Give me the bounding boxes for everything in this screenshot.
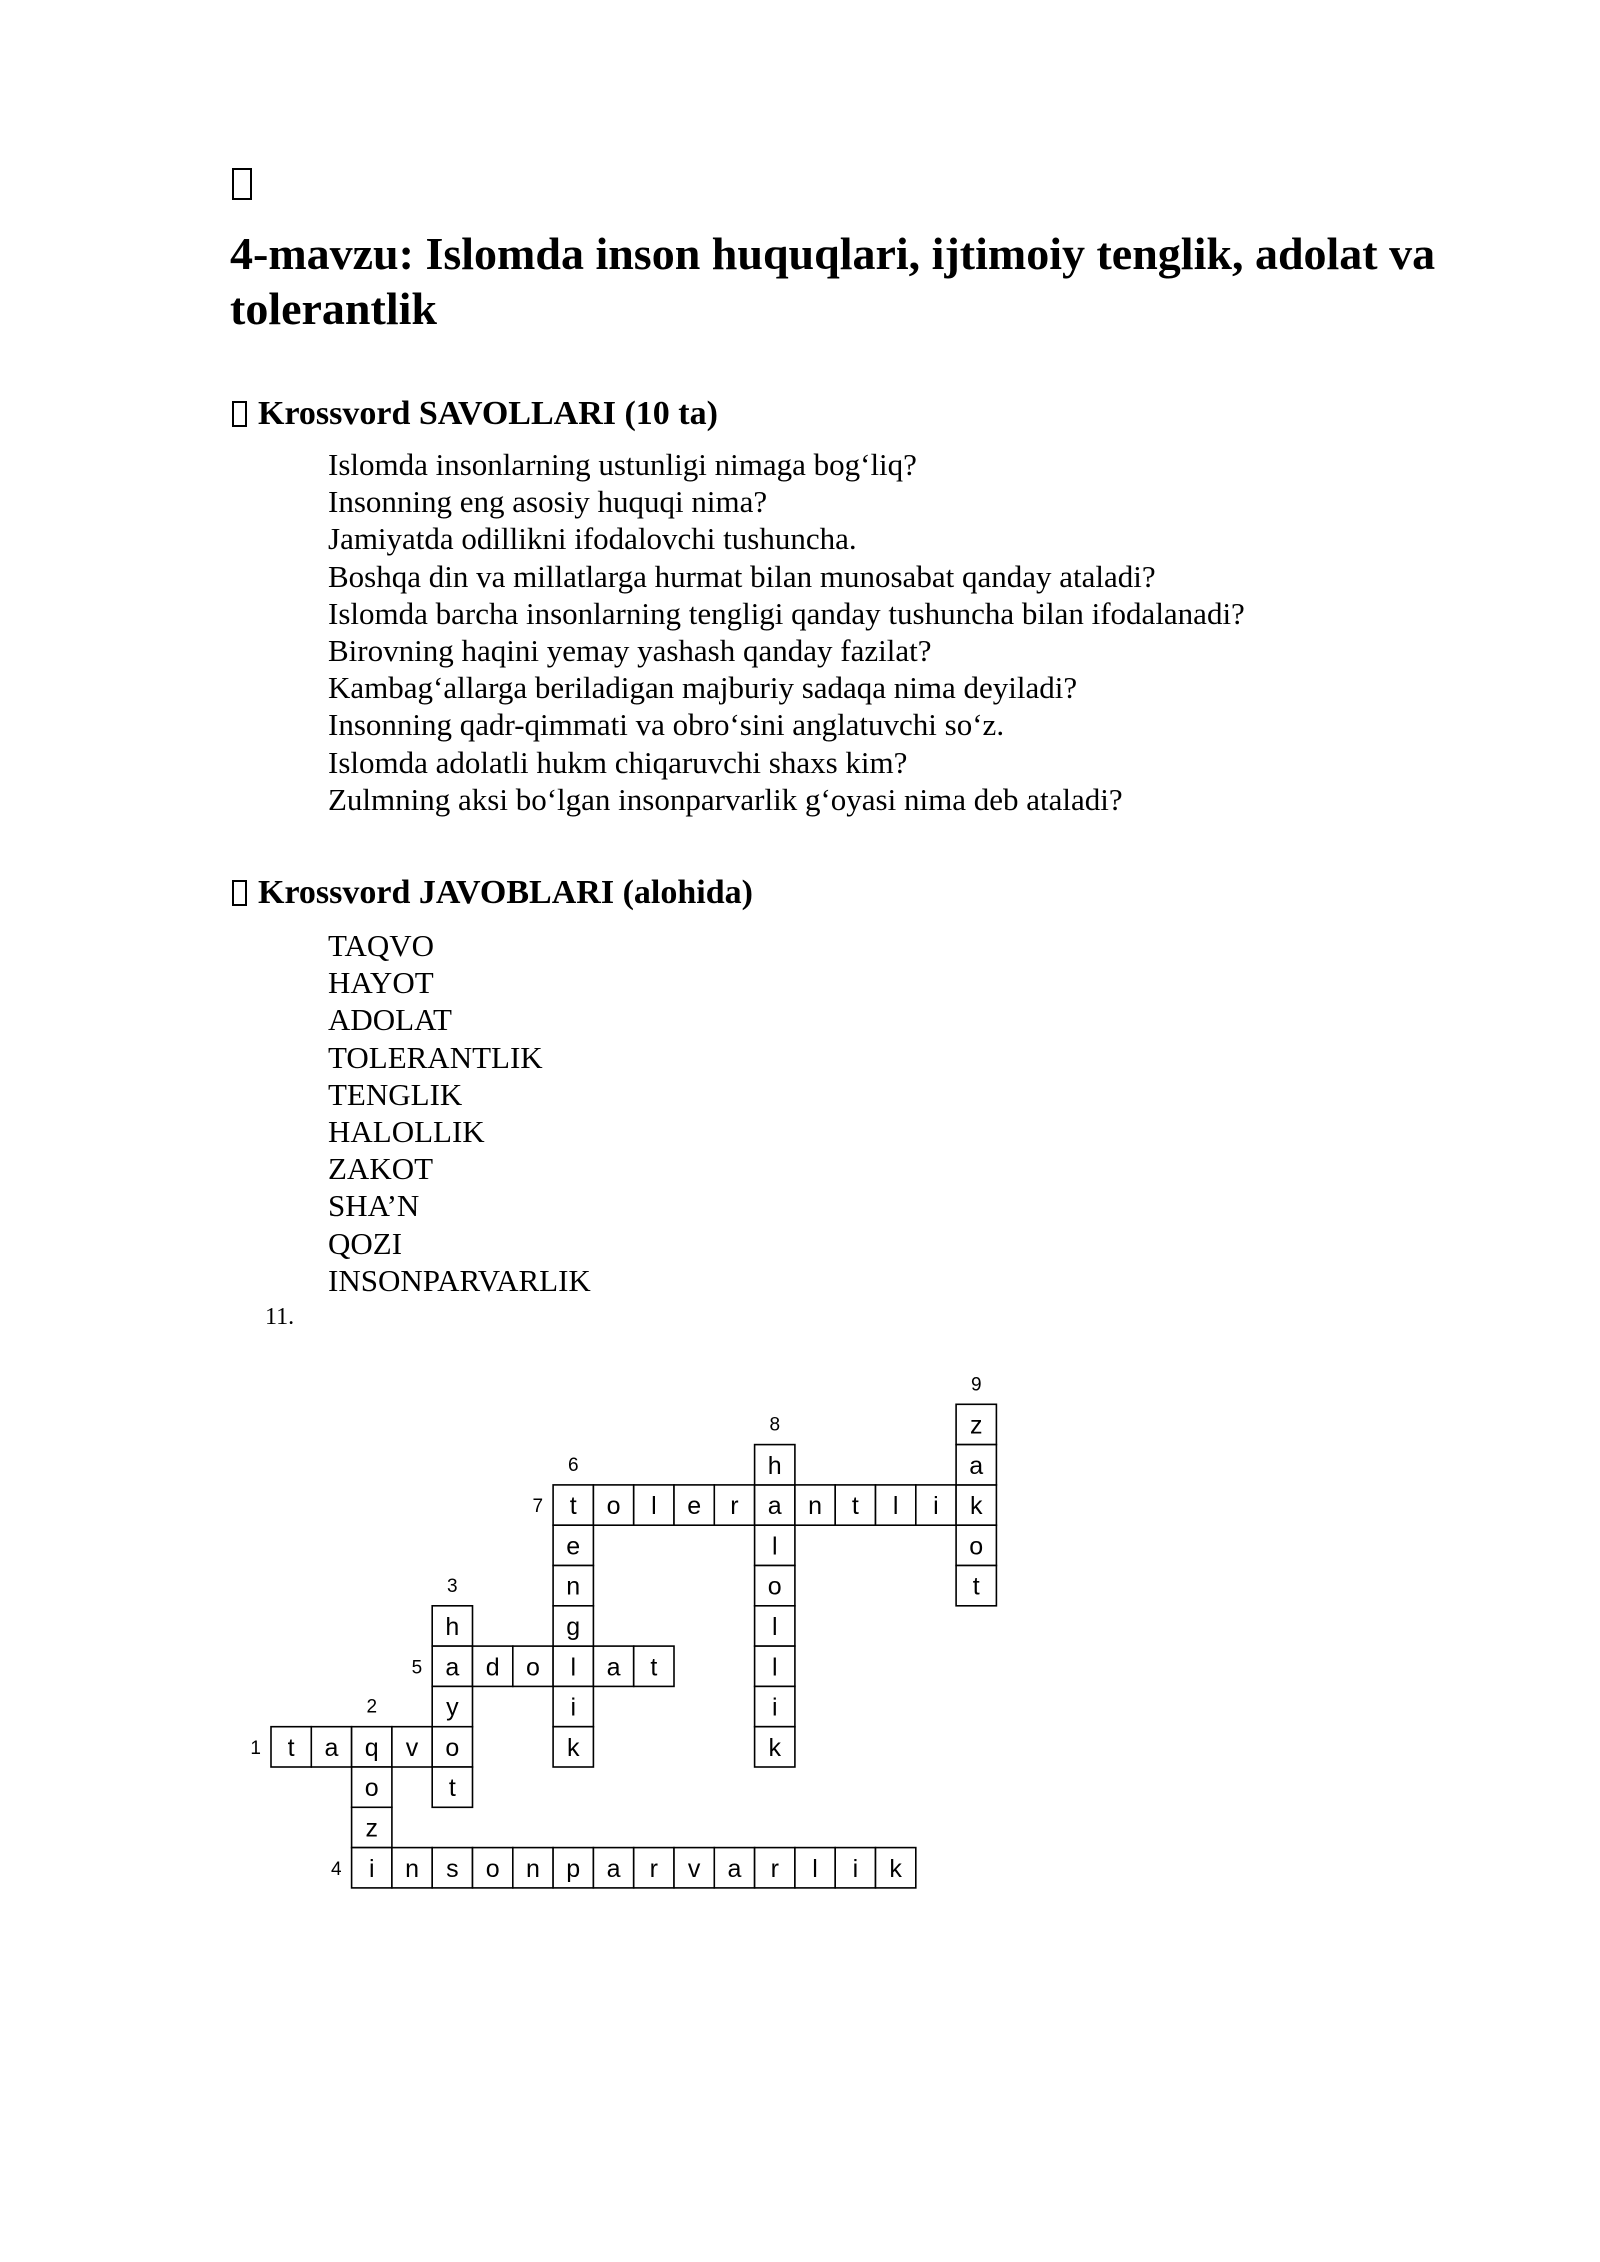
crossword-letter: a [606, 1854, 621, 1883]
crossword-letter: o [606, 1492, 621, 1521]
answer-item-text: TAQVO [328, 928, 435, 963]
list-trailing-number: 11. [265, 1304, 295, 1330]
crossword-letter: l [812, 1854, 818, 1883]
crossword-letter: o [364, 1774, 379, 1803]
answer-item-text: QOZI [328, 1225, 403, 1261]
question-item-text: Zulmning aksi bo‘lgan insonparvarlik g‘oyasi nima deb ataladi? [328, 781, 1123, 817]
crossword-letter: k [567, 1733, 580, 1762]
crossword-clue-number: 3 [447, 1575, 458, 1597]
crossword-letter: t [972, 1572, 980, 1601]
crossword-clue-number: 6 [567, 1454, 579, 1476]
crossword-letter: v [687, 1854, 701, 1883]
crossword-letter: z [365, 1814, 378, 1843]
crossword-letter: l [651, 1492, 657, 1521]
crossword-letter: s [446, 1854, 459, 1883]
crossword-letter: a [324, 1733, 339, 1762]
crossword-letter: l [892, 1492, 899, 1521]
crossword-letter: n [405, 1854, 420, 1883]
crossword-letter: k [768, 1733, 781, 1762]
question-item-text: Insonning eng asosiy huquqi nima? [328, 484, 768, 520]
crossword-letter: n [525, 1854, 540, 1883]
crossword-clue-number: 2 [366, 1696, 378, 1718]
crossword-letter: n [808, 1492, 823, 1521]
crossword-letter: y [446, 1693, 459, 1722]
crossword-letter: k [889, 1854, 902, 1883]
crossword-clue-number: 5 [411, 1657, 423, 1679]
crossword-letter: q [364, 1733, 379, 1762]
crossword-clue-number: 7 [532, 1496, 544, 1518]
question-item-text: Boshqa din va millatlarga hurmat bilan munosabat qanday ataladi? [328, 558, 1156, 594]
crossword-letter: i [570, 1693, 577, 1722]
crossword-letter: e [687, 1492, 702, 1521]
crossword-letter: t [448, 1774, 456, 1803]
crossword-letter: i [933, 1492, 939, 1521]
crossword-letter: t [650, 1653, 658, 1682]
crossword-letter: l [771, 1653, 778, 1682]
crossword-letter: t [287, 1733, 295, 1762]
crossword-letter: v [405, 1733, 419, 1762]
crossword-letter: i [368, 1854, 375, 1883]
crossword-letter: l [771, 1612, 778, 1641]
crossword-letter: a [606, 1653, 621, 1682]
page-title: 4-mavzu: Islomda inson huquqlari, ijtimoiy tenglik, adolat va tolerantlik [230, 228, 1436, 334]
crossword-letter: i [852, 1854, 859, 1883]
question-item-text: Islomda barcha insonlarning tengligi qanday tushuncha bilan ifodalanadi? [328, 595, 1245, 631]
crossword-letter: p [566, 1854, 581, 1883]
crossword-letter: r [649, 1854, 659, 1883]
crossword-clue-number: 4 [331, 1858, 342, 1880]
question-item-text: Insonning qadr-qimmati va obro‘sini anglatuvchi so‘z. [328, 707, 1005, 743]
answer-item-text: ADOLAT [328, 1002, 452, 1038]
answers-heading-text: Krossvord JAVOBLARI (alohida) [258, 874, 753, 911]
crossword-letter: o [969, 1532, 984, 1561]
questions-heading-text: Krossvord SAVOLLARI (10 ta) [258, 395, 718, 432]
crossword-letter: e [566, 1532, 581, 1561]
answer-item-text: HAYOT [328, 965, 434, 1001]
crossword-letter: t [851, 1492, 859, 1521]
crossword-letter: r [770, 1854, 779, 1883]
crossword-letter: o [445, 1733, 460, 1762]
crossword-letter: a [969, 1451, 984, 1480]
answer-item-text: TOLERANTLIK [328, 1039, 543, 1075]
crossword-letter: i [771, 1693, 778, 1722]
answer-item-text: TENGLIK [328, 1076, 463, 1112]
crossword-letter: h [767, 1451, 782, 1480]
crossword-clue-number: 1 [250, 1737, 261, 1759]
question-item-text: Birovning haqini yemay yashash qanday fazilat? [328, 632, 932, 668]
crossword-letter: n [566, 1572, 581, 1601]
question-item-text: Islomda insonlarning ustunligi nimaga bog‘liq? [328, 447, 917, 482]
crossword-letter: k [970, 1492, 983, 1521]
crossword-letter: a [767, 1492, 782, 1521]
crossword-letter: a [727, 1854, 742, 1883]
answer-item-text: HALOLLIK [328, 1113, 485, 1149]
crossword-letter: l [771, 1532, 778, 1561]
answer-item-text: ZAKOT [328, 1151, 434, 1187]
crossword-letter: o [767, 1572, 782, 1601]
crossword-letter: a [445, 1653, 460, 1682]
question-item-text: Islomda adolatli hukm chiqaruvchi shaxs kim? [328, 744, 908, 780]
crossword-letter: z [970, 1411, 983, 1440]
crossword-letter: l [570, 1653, 577, 1682]
question-item-text: Kambag‘allarga beriladigan majburiy sadaqa nima deyiladi? [328, 670, 1078, 706]
crossword-letter: o [485, 1854, 500, 1883]
answer-item-text: INSONPARVARLIK [328, 1262, 591, 1298]
crossword-clue-number: 9 [970, 1374, 982, 1396]
crossword-letter: h [445, 1612, 460, 1641]
answer-item-text: SHA’N [328, 1188, 420, 1224]
crossword-letter: o [525, 1653, 540, 1682]
crossword-letter: g [566, 1612, 581, 1641]
crossword-letter: d [485, 1653, 500, 1682]
question-item-text: Jamiyatda odillikni ifodalovchi tushuncha. [328, 521, 857, 557]
crossword-letter: r [730, 1492, 739, 1521]
crossword-clue-number: 8 [769, 1414, 781, 1436]
crossword-letter: t [569, 1492, 577, 1521]
